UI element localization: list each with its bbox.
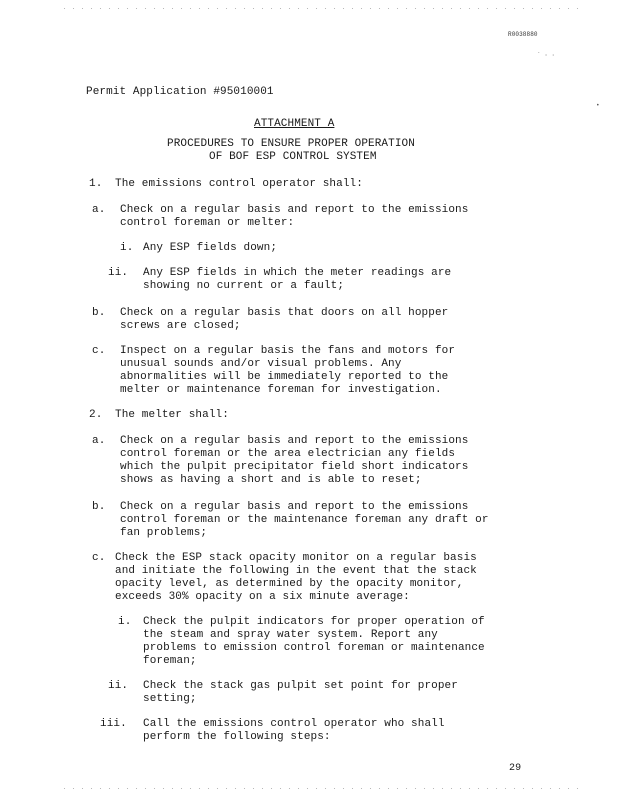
item-2c-i-line: the steam and spray water system. Report any	[143, 629, 438, 641]
section-1-number: 1.	[89, 178, 103, 190]
item-2c-iii-line: perform the following steps:	[143, 731, 331, 743]
scan-artifact-bottom	[60, 788, 580, 789]
item-1b-line: Check on a regular basis that doors on all hopper	[120, 307, 449, 319]
item-1c-line: unusual sounds and/or visual problems. Any	[120, 358, 402, 370]
item-2a-label: a.	[92, 435, 106, 447]
item-1a-line: Check on a regular basis and report to the emissions	[120, 204, 469, 216]
item-2c-i-line: Check the pulpit indicators for proper operation of	[143, 616, 485, 628]
item-1a-ii-label: ii.	[108, 267, 129, 279]
item-2a-line: Check on a regular basis and report to the emissions	[120, 435, 469, 447]
item-2c-ii-line: Check the stack gas pulpit set point for proper	[143, 680, 458, 692]
scan-mark: ` · ·	[537, 52, 556, 59]
item-2b-line: fan problems;	[120, 527, 208, 539]
item-1c-label: c.	[92, 345, 106, 357]
item-2b-line: Check on a regular basis and report to the emissions	[120, 501, 469, 513]
item-2c-line: Check the ESP stack opacity monitor on a regular basis	[115, 552, 477, 564]
item-2b-label: b.	[92, 501, 106, 513]
item-2a-line: shows as having a short and is able to reset;	[120, 474, 422, 486]
attachment-title: ATTACHMENT A	[254, 118, 335, 130]
section-2-number: 2.	[89, 409, 103, 421]
item-1b-line: screws are closed;	[120, 320, 241, 332]
item-2c-line: opacity level, as determined by the opacity monitor,	[115, 578, 464, 590]
permit-header: Permit Application #95010001	[86, 86, 274, 98]
section-2-heading: The melter shall:	[115, 409, 229, 421]
item-2c-ii-label: ii.	[108, 680, 129, 692]
scan-artifact-top	[60, 8, 580, 9]
item-2c-i-label: i.	[118, 616, 132, 628]
document-stamp: R0038880	[508, 31, 538, 38]
item-2a-line: which the pulpit precipitator field short indicators	[120, 461, 469, 473]
item-2c-i-line: problems to emission control foreman or maintenance	[143, 642, 485, 654]
section-1-heading: The emissions control operator shall:	[115, 178, 363, 190]
item-2c-line: exceeds 30% opacity on a six minute average:	[115, 591, 410, 603]
page-number: 29	[509, 763, 522, 774]
item-1a-label: a.	[92, 204, 106, 216]
item-2c-ii-line: setting;	[143, 693, 197, 705]
item-1c-line: abnormalities will be immediately reported to the	[120, 371, 449, 383]
item-1a-i-label: i.	[120, 242, 134, 254]
item-1c-line: Inspect on a regular basis the fans and motors for	[120, 345, 456, 357]
item-2c-line: and initiate the following in the event that the stack	[115, 565, 477, 577]
subtitle-line-1: PROCEDURES TO ENSURE PROPER OPERATION	[167, 138, 415, 150]
item-1a-line: control foreman or melter:	[120, 217, 295, 229]
item-2c-i-line: foreman;	[143, 655, 197, 667]
item-1b-label: b.	[92, 307, 106, 319]
item-1a-ii-line: Any ESP fields in which the meter readings are	[143, 267, 452, 279]
item-1c-line: melter or maintenance foreman for investigation.	[120, 384, 442, 396]
item-2c-label: c.	[92, 552, 106, 564]
item-1a-ii-line: showing no current or a fault;	[143, 280, 345, 292]
scan-mark: •	[596, 102, 600, 109]
item-2c-iii-label: iii.	[100, 718, 127, 730]
item-2b-line: control foreman or the maintenance foreman any draft or	[120, 514, 489, 526]
subtitle-line-2: OF BOF ESP CONTROL SYSTEM	[209, 151, 377, 163]
item-2c-iii-line: Call the emissions control operator who shall	[143, 718, 445, 730]
item-1a-i-line: Any ESP fields down;	[143, 242, 278, 254]
item-2a-line: control foreman or the area electrician any fields	[120, 448, 456, 460]
